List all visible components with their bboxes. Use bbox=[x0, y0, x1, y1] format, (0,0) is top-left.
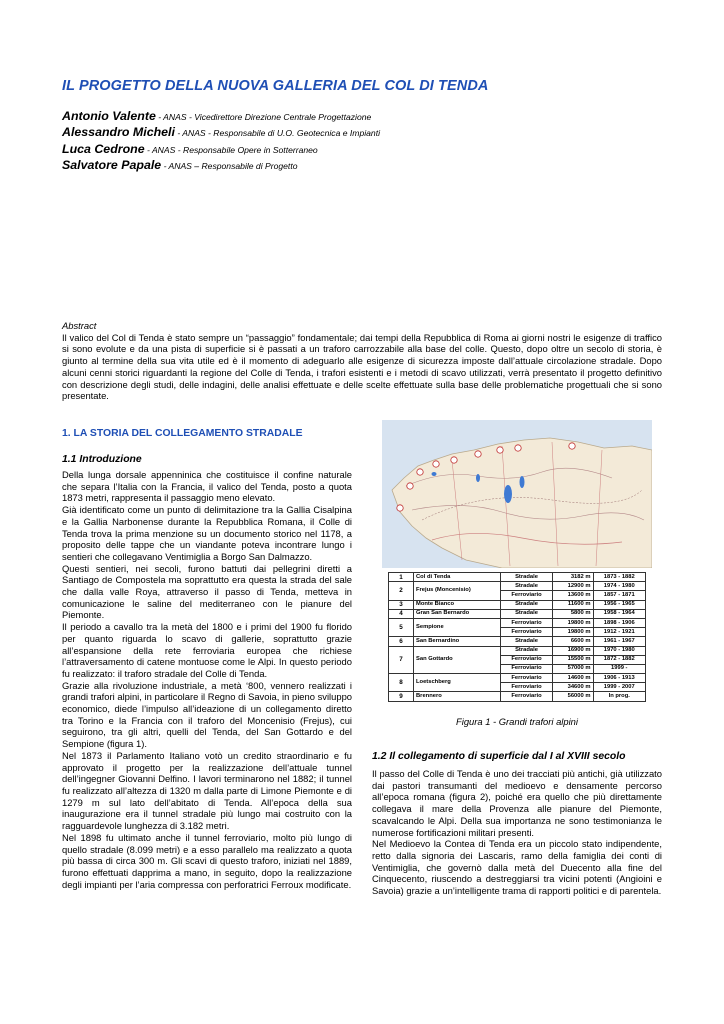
tunnel-number: 7 bbox=[389, 646, 414, 674]
table-row bbox=[389, 600, 646, 609]
tunnel-name: Gran San Bernardo bbox=[414, 609, 501, 618]
author-line bbox=[62, 125, 682, 141]
tunnel-type: Ferroviario bbox=[501, 618, 553, 627]
author-line bbox=[62, 142, 682, 158]
tunnel-type: Stradale bbox=[501, 609, 553, 618]
paragraph: Nel 1873 il Parlamento Italiano votò un credito straordinario e fu approvato il progetto per la realizzazione dell’attuale tunnel dell’ingegner Giovanni Delfino. I lavori terminarono nel 1882; il tunnel fu realizzato all’altezza di 1320 m dalla parte di Limone Piemonte e di 1279 m sul lato dell’abitato di Tenda. All’epoca della sua inaugurazione era il tunnel stradale più lungo mai costruito con la ragguardevole lunghezza di 3.182 metri. bbox=[62, 749, 352, 832]
paragraph: Il periodo a cavallo tra la metà del 1800 e i primi del 1900 fu florido per quanto riguarda lo scavo di gallerie, soprattutto grazie all’espansione della rete ferroviaria europea che richiese l’attraversamento di catene montuose come le Alpi. In questo periodo fu realizzato: il traforo stradale del Colle di Tenda. bbox=[62, 621, 352, 679]
tunnel-number: 9 bbox=[389, 692, 414, 701]
tunnel-length: 34600 m bbox=[552, 683, 593, 692]
tunnel-name: Loetschberg bbox=[414, 674, 501, 692]
author-line bbox=[62, 158, 682, 174]
tunnel-years: 1999 - bbox=[593, 664, 646, 673]
tunnel-length: 12900 m bbox=[552, 582, 593, 591]
tunnel-length: 6600 m bbox=[552, 637, 593, 646]
tunnel-years: 1999 - 2007 bbox=[593, 683, 646, 692]
tunnel-type: Ferroviario bbox=[501, 591, 553, 600]
tunnel-years: 1958 - 1964 bbox=[593, 609, 646, 618]
tunnel-name: Col di Tenda bbox=[414, 573, 501, 582]
table-row bbox=[389, 618, 646, 627]
subsection-heading-collegamento: 1.2 Il collegamento di superficie dal I al XVIII secolo bbox=[372, 751, 626, 762]
tunnel-length: 57000 m bbox=[552, 664, 593, 673]
tunnel-length: 16900 m bbox=[552, 646, 593, 655]
paragraph: Grazie alla rivoluzione industriale, a metà ‘800, vennero realizzati i grandi trafori alpini, in particolare il Regno di Savoia, in pieno sviluppo economico, diede l’impulso all’ideazione di un collegamento diretto tra Torino e la Francia con il traforo del Moncenisio (Frejus), cui seguirono, tra gli altri, quelli del Tenda, del San Gottardo e del Sempione (figura 1). bbox=[62, 679, 352, 750]
author-role: - ANAS - Responsabile di U.O. Geotecnica e Impianti bbox=[174, 128, 381, 139]
tunnel-length: 3182 m bbox=[552, 573, 593, 582]
tunnel-years: 1912 - 1921 bbox=[593, 628, 646, 637]
tunnel-years: 1974 - 1980 bbox=[593, 582, 646, 591]
author-line bbox=[62, 109, 682, 125]
tunnel-type: Ferroviario bbox=[501, 692, 553, 701]
paragraph: Della lunga dorsale appenninica che costituisce il confine naturale che separa l’Italia con la Francia, il valico del Tenda, posto a quota 1873 metri, rappresenta il passaggio meno elevato. bbox=[62, 469, 352, 504]
tunnel-years: 1873 - 1882 bbox=[593, 573, 646, 582]
section-heading: 1. LA STORIA DEL COLLEGAMENTO STRADALE bbox=[62, 428, 303, 439]
tunnel-type: Stradale bbox=[501, 600, 553, 609]
tunnel-number: 2 bbox=[389, 582, 414, 600]
paragraph: Già identificato come un punto di delimitazione tra la Gallia Cisalpina e la Gallia Narbonense durante la Repubblica Romana, il Colle di Tenda trova la prima menzione su un documento storico nel 1178, a proposito delle tappe che un viandante poteva incontrare lungo i sentieri che collegavano Ventimiglia a Borgo San Dalmazzo. bbox=[62, 504, 352, 562]
tunnel-number: 8 bbox=[389, 674, 414, 692]
tunnel-number: 6 bbox=[389, 637, 414, 646]
tunnel-years: 1970 - 1980 bbox=[593, 646, 646, 655]
tunnel-years: 1898 - 1906 bbox=[593, 618, 646, 627]
tunnel-type: Stradale bbox=[501, 582, 553, 591]
tunnel-number: 5 bbox=[389, 618, 414, 636]
tunnel-length: 13600 m bbox=[552, 591, 593, 600]
author-name: Salvatore Papale bbox=[62, 157, 162, 172]
tunnel-length: 15500 m bbox=[552, 655, 593, 664]
tunnel-type: Ferroviario bbox=[501, 628, 553, 637]
tunnel-years: 1906 - 1913 bbox=[593, 674, 646, 683]
paragraph: Questi sentieri, nei secoli, furono battuti dai pellegrini diretti a Santiago de Compostela ma soprattutto era questa la strada del sale che dalla valle Roya, attraverso il passo di Tenda, metteva in comunicazione le saline del mediterraneo con le pianure del Piemonte. bbox=[62, 562, 352, 621]
table-row bbox=[389, 674, 646, 683]
tunnel-type: Ferroviario bbox=[501, 664, 553, 673]
table-row bbox=[389, 573, 646, 582]
right-column-text bbox=[372, 768, 662, 897]
abstract-heading: Abstract bbox=[62, 320, 97, 331]
tunnel-name: Frejus (Moncenisio) bbox=[414, 582, 501, 600]
tunnel-type: Stradale bbox=[501, 573, 553, 582]
tunnel-length: 56000 m bbox=[552, 692, 593, 701]
tunnel-type: Ferroviario bbox=[501, 674, 553, 683]
tunnel-name: Sempione bbox=[414, 618, 501, 636]
tunnel-length: 5800 m bbox=[552, 609, 593, 618]
tunnel-name: Brennero bbox=[414, 692, 501, 701]
tunnel-length: 19800 m bbox=[552, 628, 593, 637]
subsection-heading-introduzione: 1.1 Introduzione bbox=[62, 454, 142, 465]
paper-title: IL PROGETTO DELLA NUOVA GALLERIA DEL COL DI TENDA bbox=[62, 78, 489, 94]
tunnel-years: 1857 - 1871 bbox=[593, 591, 646, 600]
alps-map-image bbox=[382, 420, 652, 568]
figure-alpine-tunnels bbox=[382, 420, 652, 716]
author-name: Alessandro Micheli bbox=[62, 125, 175, 140]
tunnel-number: 3 bbox=[389, 600, 414, 609]
tunnel-type: Ferroviario bbox=[501, 683, 553, 692]
table-row bbox=[389, 637, 646, 646]
tunnel-length: 14600 m bbox=[552, 674, 593, 683]
paragraph: Il passo del Colle di Tenda è uno dei tracciati più antichi, già utilizzato dai pastori transumanti del medioevo e densamente percorso all’epoca romana (figura 2), poiché era quello che più direttamente collegava il mare della Provenza alle pianure del Piemonte, scavalcando le Alpi. Della sua importanza ne sono testimonianza le numerose fortificazioni militari presenti. bbox=[372, 768, 662, 838]
figure-caption: Figura 1 - Grandi trafori alpini bbox=[456, 716, 578, 727]
abstract-text: Il valico del Col di Tenda è stato sempre un “passaggio” fondamentale; dai tempi della Repubblica di Roma ai giorni nostri le esigenze di traffico si sono evolute e da una pista di superficie si è passati a un traforo carrozzabile alla base del colle. Questo, dopo oltre un secolo di storia, è giunto al termine della sua vita utile ed è il momento di adeguarlo alle esigenze di sicurezza imposte dall’attuale circolazione stradale. Dopo alcuni cenni storici riguardanti la regione del Colle di Tenda, i trafori esistenti e i metodi di scavo utilizzati, verrà presentato il progetto definitivo con descrizione degli studi, delle indagini, delle analisi effettuate e delle scelte effettuate sulla base delle problematiche progettuali che si sono presentate. bbox=[62, 331, 662, 402]
paragraph: Nel Medioevo la Contea di Tenda era un piccolo stato indipendente, retto dalla signoria dei Lascaris, ramo della famiglia dei conti di Ventimiglia, che governò dalla metà del Duecento alla fine del Cinquecento, riuscendo a destreggiarsi tra vicini potenti (Angioini e Savoia) grazie a un’intelligente trama di rapporti politici e di parentela. bbox=[372, 838, 662, 897]
author-role: - ANAS - Responsabile Opere in Sotterraneo bbox=[144, 144, 318, 155]
tunnel-number: 1 bbox=[389, 573, 414, 582]
tunnel-name: Monte Bianco bbox=[414, 600, 501, 609]
author-role: - ANAS - Vicedirettore Direzione Centrale Progettazione bbox=[155, 112, 372, 122]
tunnel-type: Ferroviario bbox=[501, 655, 553, 664]
paragraph: Nel 1898 fu ultimato anche il tunnel ferroviario, molto più lungo di quello stradale (8.099 metri) e a esso parallelo ma realizzato a quota più bassa di circa 300 m. Gli scavi di questo traforo, iniziati nel 1889, furono effettuati dapprima a mano, in seguito, dopo la realizzazione degli impianti per l’aria compressa con perforatrici Ferroux modificate. bbox=[62, 831, 352, 890]
author-name: Antonio Valente bbox=[62, 109, 156, 123]
tunnel-name: San Bernardino bbox=[414, 637, 501, 646]
table-row bbox=[389, 609, 646, 618]
table-row bbox=[389, 582, 646, 591]
abstract bbox=[62, 320, 662, 402]
author-list bbox=[62, 109, 682, 174]
left-column-text bbox=[62, 469, 352, 890]
author-role: - ANAS – Responsabile di Progetto bbox=[161, 160, 298, 171]
tunnel-type: Stradale bbox=[501, 646, 553, 655]
tunnel-length: 11600 m bbox=[552, 600, 593, 609]
table-row bbox=[389, 646, 646, 655]
tunnel-years: In prog. bbox=[593, 692, 646, 701]
tunnel-years: 1961 - 1967 bbox=[593, 637, 646, 646]
tunnel-name: San Gottardo bbox=[414, 646, 501, 674]
tunnel-number: 4 bbox=[389, 609, 414, 618]
tunnel-years: 1956 - 1965 bbox=[593, 600, 646, 609]
tunnel-years: 1872 - 1882 bbox=[593, 655, 646, 664]
tunnel-length: 19800 m bbox=[552, 618, 593, 627]
table-row bbox=[389, 692, 646, 701]
tunnel-type: Stradale bbox=[501, 637, 553, 646]
alpine-tunnels-table bbox=[388, 572, 646, 702]
author-name: Luca Cedrone bbox=[62, 141, 145, 156]
